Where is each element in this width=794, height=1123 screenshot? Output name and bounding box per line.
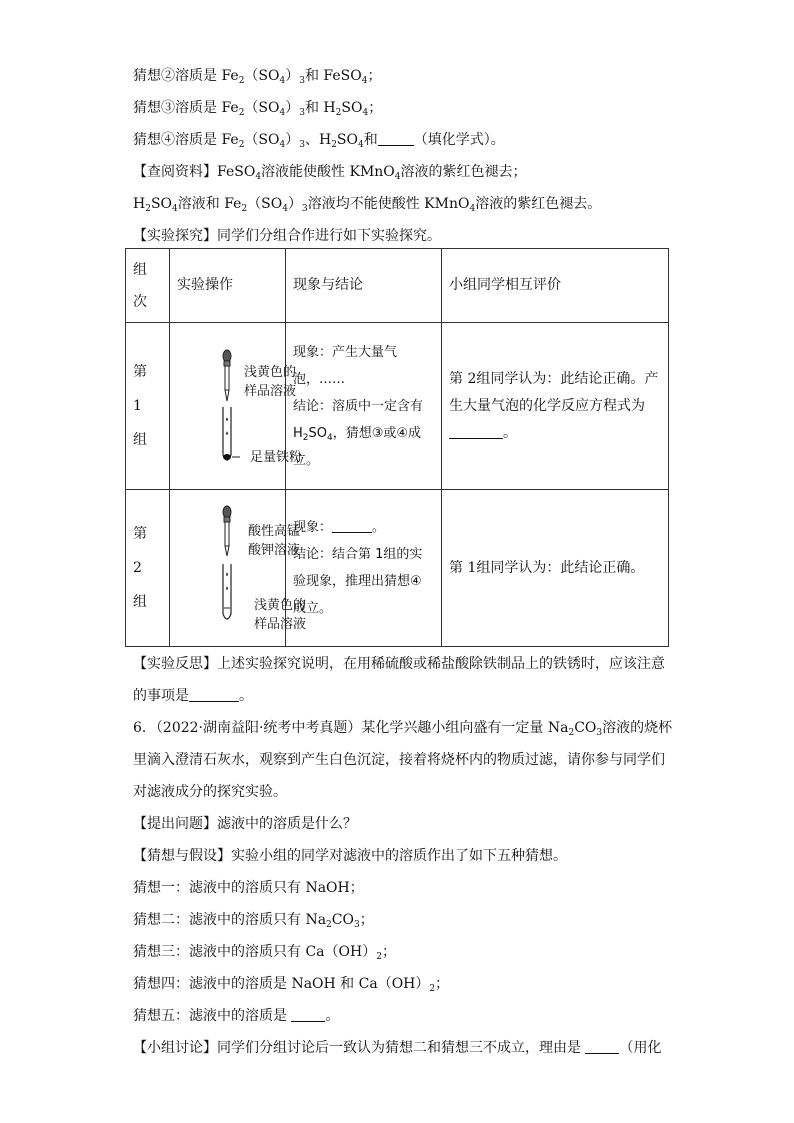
obs1-line: 立。	[293, 452, 320, 468]
reference-line-1: 【查阅资料】FeSO$_4$溶液能使酸性 KMnO$_4$溶液的紫红色褪去；	[133, 164, 527, 182]
obs1-line: 现象：产生大量气	[293, 344, 398, 360]
question-6-line-2: 里滴入澄清石灰水，观察到产生白色沉淀，接着将烧杯内的物质过滤，请你参与同学们	[133, 752, 665, 768]
evaluation-1-cell	[442, 323, 669, 490]
hypothesis-2: 猜想②溶质是 $Fe_2(SO_4)_3$和 FeSO$_4$；	[133, 68, 382, 86]
discussion-blank[interactable]	[585, 1039, 619, 1054]
header-evaluation: 小组同学相互评价	[442, 249, 669, 323]
apparatus-1-cell	[170, 323, 303, 490]
guess-5: 猜想五：滤液中的溶质是 。	[133, 1008, 340, 1024]
hypothesis-4: 猜想④溶质是 $Fe_2(SO_4)_3$、$H_2SO_4$和 （填化学式）。	[133, 132, 505, 150]
header-observation: 现象与结论	[286, 249, 442, 323]
obs1-line: $H_2SO_4$，猜想③或④成	[293, 425, 422, 443]
guess-2: 猜想二：滤液中的溶质只有 $Na_2CO_3$；	[133, 912, 374, 930]
apparatus-2-cell	[170, 490, 307, 647]
sample-solution-label: 浅黄色的样品溶液	[244, 365, 297, 399]
group-discussion: 【小组讨论】同学们分组讨论后一致认为猜想二和猜想三不成立，理由是 （用化	[133, 1040, 662, 1056]
table-row	[126, 490, 669, 647]
obs2-line: 验现象，推理出猜想④	[293, 574, 422, 589]
equation-blank[interactable]	[449, 424, 503, 439]
obs1-line: 泡，……	[293, 371, 346, 387]
reflection-line-2: 的事项是 。	[133, 688, 253, 704]
iron-powder-label: 足量铁粉	[250, 450, 303, 465]
header-operation: 实验操作	[170, 249, 286, 323]
header-group: 组次	[126, 249, 170, 323]
obs2-line: 成立。	[293, 601, 333, 616]
group-2-cell: 第 2组	[126, 490, 170, 647]
question-6-line-3: 对滤液成分的探究实验。	[133, 784, 287, 800]
eval1-line: 。	[449, 420, 661, 447]
permanganate-label: 酸性高锰酸钾溶液	[248, 524, 301, 558]
reflection-line-1: 【实验反思】上述实验探究说明，在用稀硫酸或稀盐酸除铁制品上的铁锈时，应该注意	[133, 656, 665, 672]
obs1-line: 结论：溶质中一定含有	[293, 398, 424, 414]
evaluation-2-cell: 第 1组同学认为：此结论正确。	[442, 490, 669, 647]
experiment-intro: 【实验探究】同学们分组合作进行如下实验探究。	[133, 228, 441, 244]
reflection-blank[interactable]	[189, 687, 239, 702]
guess-5-blank[interactable]	[291, 1007, 325, 1022]
obs2-line: 现象： 。	[293, 520, 386, 535]
observation-1-cell	[286, 323, 442, 490]
sample-solution-label: 浅黄色的样品溶液	[254, 598, 307, 632]
guess-4: 猜想四：滤液中的溶质是 NaOH 和 $Ca(OH)_2$；	[133, 976, 450, 994]
eval1-line: 第 2组同学认为：此结论正确。产	[449, 370, 659, 387]
question-6-line-1: 6．（2022·湖南益阳·统考中考真题）某化学兴趣小组向盛有一定量 $Na_2CO_3$溶液的烧杯	[133, 720, 673, 738]
problem-statement: 【提出问题】滤液中的溶质是什么？	[133, 816, 357, 832]
answer-blank[interactable]	[378, 131, 414, 146]
hypothesis-3: 猜想③溶质是 $Fe_2(SO_4)_3$和 $H_2SO_4$；	[133, 100, 383, 118]
table-header-row	[126, 249, 669, 323]
table-row	[126, 323, 669, 490]
obs2-line: 结论：结合第 1组的实	[293, 547, 423, 562]
reference-line-2: $H_2SO_4$溶液和 $Fe_2(SO_4)_3$溶液均不能使酸性 KMnO$_4$溶液的紫红色褪去。	[133, 196, 602, 214]
group-1-cell: 第 1组	[126, 323, 170, 490]
hypothesis-intro: 【猜想与假设】实验小组的同学对滤液中的溶质作出了如下五种猜想。	[133, 848, 567, 864]
guess-1: 猜想一：滤液中的溶质只有 NaOH；	[133, 880, 364, 896]
eval1-line: 生大量气泡的化学反应方程式为	[449, 397, 645, 414]
experiment-table	[125, 248, 669, 647]
guess-3: 猜想三：滤液中的溶质只有 $Ca(OH)_2$；	[133, 944, 396, 962]
phenomenon-blank[interactable]	[332, 518, 372, 533]
